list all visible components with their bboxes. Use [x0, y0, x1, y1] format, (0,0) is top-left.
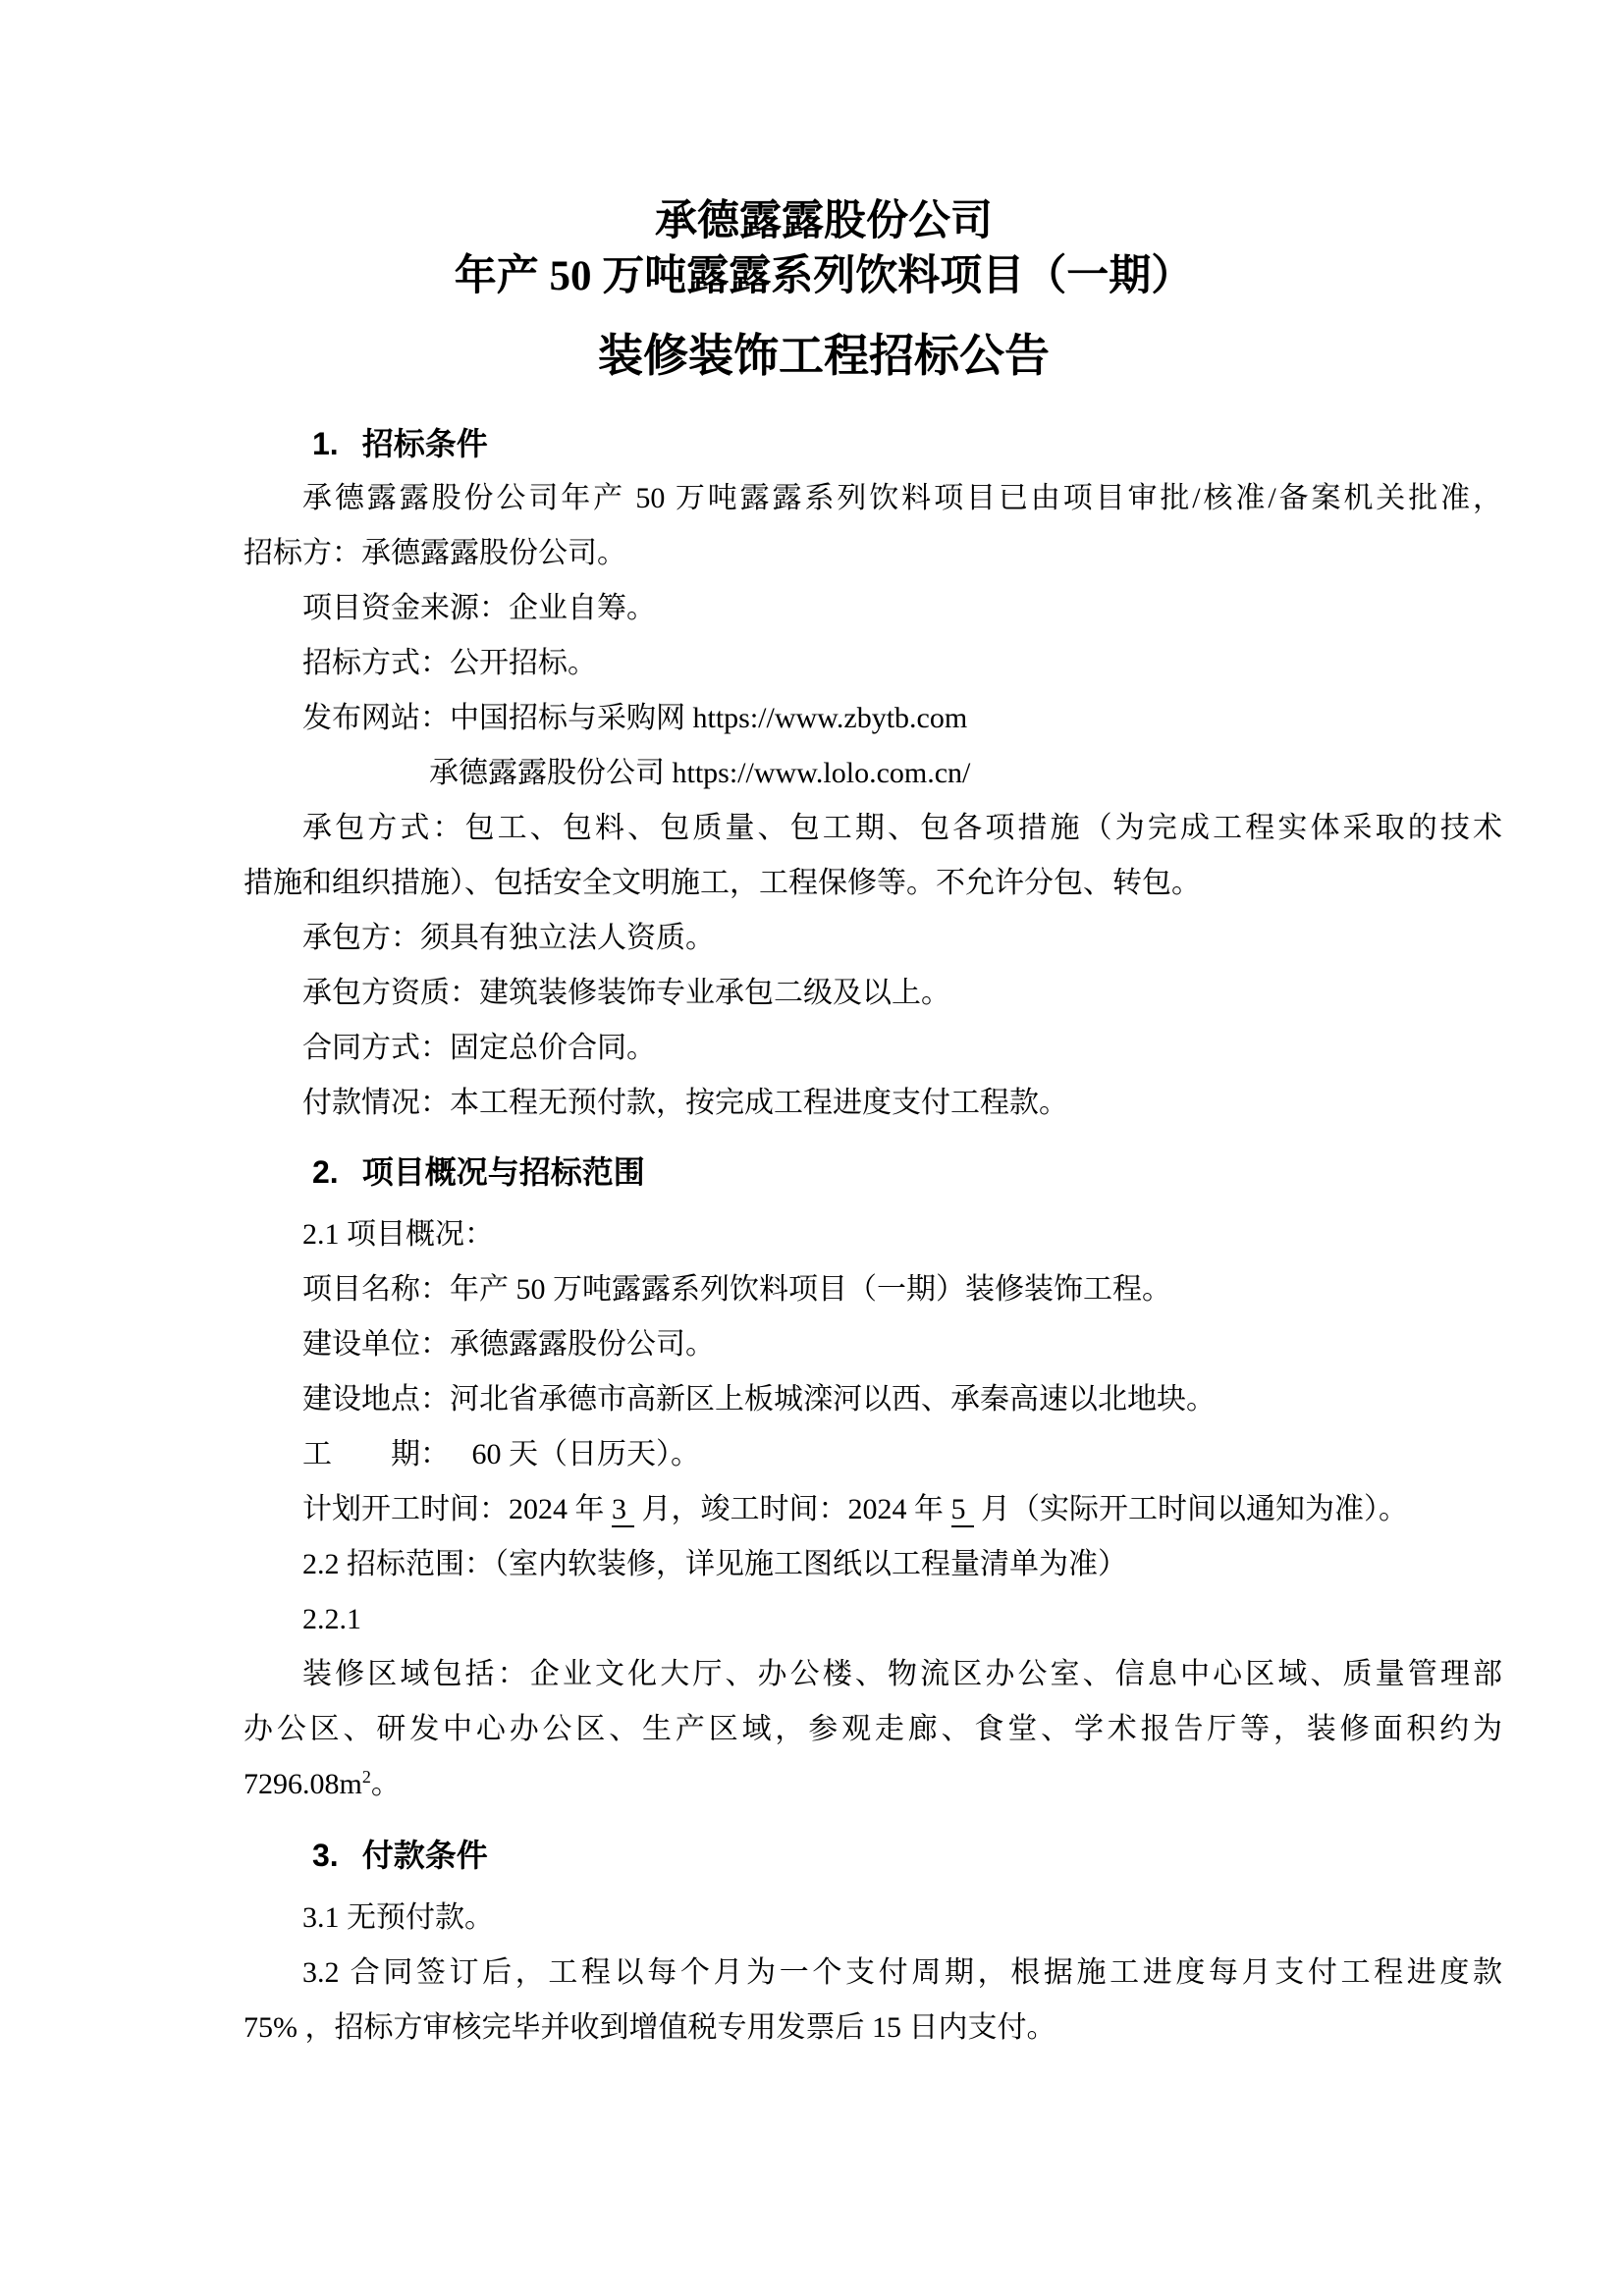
- para-approval-line2: 招标方：承德露露股份公司。: [244, 537, 626, 569]
- section-heading-project-overview: [312, 1145, 1502, 1200]
- para-contractor-requirement: 承包方：须具有独立法人资质。: [302, 922, 715, 954]
- para-planned-schedule: [244, 1482, 1502, 1537]
- section-title: 招标条件: [361, 426, 488, 461]
- schedule-text-c: 月（实际开工时间以通知为准）。: [973, 1493, 1408, 1525]
- project-title: 年产 50 万吨露露系列饮料项目（一期）: [454, 253, 1194, 299]
- para-publish-website: 发布网站：中国招标与采购网 https://www.zbytb.com: [302, 702, 968, 734]
- para-construction-unit: 建设单位：承德露露股份公司。: [302, 1328, 715, 1361]
- start-month-underlined: 3: [612, 1493, 634, 1527]
- para-project-name: 项目名称：年产 50 万吨露露系列饮料项目（一期）装修装饰工程。: [302, 1273, 1171, 1306]
- para-contractor-qualification: 承包方资质：建筑装修装饰专业承包二级及以上。: [302, 977, 950, 1009]
- para-contract-scope-line2: 措施和组织措施）、包括安全文明施工，工程保修等。不允许分包、转包。: [244, 867, 1201, 899]
- para-decoration-areas-line2: 办公区、研发中心办公区、生产区域，参观走廊、食堂、学术报告厅等，装修面积约为: [244, 1713, 1502, 1745]
- para-approval-line1: 承德露露股份公司年产 50 万吨露露系列饮料项目已由项目审批/核准/备案机关批准，: [302, 482, 1502, 514]
- para-project-overview-label: 2.1 项目概况：: [302, 1218, 494, 1251]
- section-title: 项目概况与招标范围: [361, 1154, 645, 1190]
- para-no-advance-payment: 3.1 无预付款。: [302, 1901, 494, 1934]
- area-period: 。: [370, 1768, 401, 1800]
- section-heading-tender-conditions: [312, 416, 1502, 471]
- section-number: 3.: [312, 1838, 339, 1873]
- finish-month-underlined: 5: [951, 1493, 974, 1527]
- para-payment-cycle-line1: 3.2 合同签订后，工程以每个月为一个支付周期，根据施工进度每月支付工程进度款: [302, 1956, 1502, 1989]
- schedule-text-b: 月，竣工时间：2024 年: [634, 1493, 951, 1525]
- para-contract-type: 合同方式：固定总价合同。: [302, 1032, 656, 1064]
- para-construction-period: 工 期： 60 天（日历天）。: [302, 1438, 700, 1470]
- section-heading-payment-terms: [312, 1828, 1502, 1883]
- area-superscript: 2: [361, 1767, 371, 1787]
- announcement-subtitle: 装修装饰工程招标公告: [598, 330, 1050, 381]
- para-clause-221: 2.2.1: [302, 1603, 361, 1635]
- para-construction-site: 建设地点：河北省承德市高新区上板城滦河以西、承秦高速以北地块。: [302, 1383, 1216, 1415]
- title-block: [145, 194, 1502, 387]
- para-contract-scope-line1: 承包方式：包工、包料、包质量、包工期、包各项措施（为完成工程实体采取的技术: [302, 812, 1502, 844]
- section-number: 1.: [312, 426, 339, 461]
- para-tender-scope: 2.2 招标范围：（室内软装修，详见施工图纸以工程量清单为准）: [302, 1548, 1127, 1580]
- schedule-text-a: 计划开工时间：2024 年: [302, 1493, 612, 1525]
- para-decoration-area-total: [244, 1757, 1502, 1812]
- document-content: [244, 0, 1502, 2056]
- company-title: 承德露露股份公司: [655, 198, 993, 244]
- para-tender-method: 招标方式：公开招标。: [302, 647, 597, 679]
- para-funding-source: 项目资金来源：企业自筹。: [302, 592, 656, 624]
- para-payment-status: 付款情况：本工程无预付款，按完成工程进度支付工程款。: [302, 1087, 1068, 1119]
- section-number: 2.: [312, 1154, 339, 1190]
- para-company-website: 承德露露股份公司 https://www.lolo.com.cn/: [429, 757, 971, 789]
- para-payment-cycle-line2: 75% ，招标方审核完毕并收到增值税专用发票后 15 日内支付。: [244, 2011, 1056, 2044]
- section-title: 付款条件: [361, 1838, 488, 1873]
- para-decoration-areas-line1: 装修区域包括：企业文化大厅、办公楼、物流区办公室、信息中心区域、质量管理部: [302, 1658, 1502, 1690]
- area-value: 7296.08m: [244, 1768, 362, 1800]
